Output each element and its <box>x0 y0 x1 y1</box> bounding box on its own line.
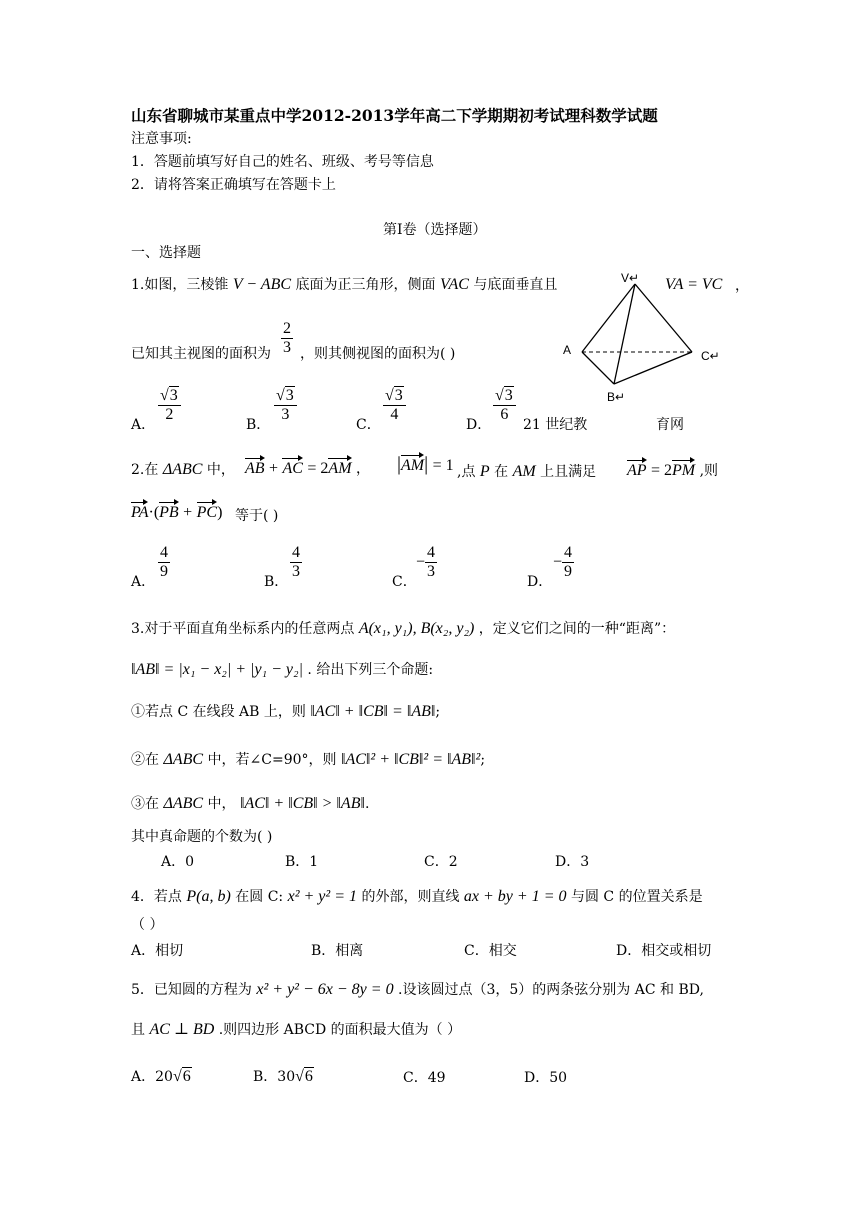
q1-math-equal-edges: VA = VC <box>665 276 723 293</box>
watermark-text-2: 育网 <box>656 417 684 433</box>
question-5-line-1: 5．已知圆的方程为 x² + y² − 6x − 8y = 0 .设该圆过点（3，5）的两条弦分别为 AC 和 BD, <box>131 981 704 998</box>
q2-option-a-value: $\frac{4}{9}$ <box>160 544 168 580</box>
q2-option-b-label: B． <box>264 574 289 590</box>
q1-option-b-label: B． <box>246 417 271 433</box>
label-a: A <box>563 343 572 357</box>
q1-fraction-den: 3 <box>283 339 291 356</box>
q1-option-a-label: A． <box>131 417 156 433</box>
label-v: V↵ <box>621 271 640 285</box>
q5-option-d: D．50 <box>524 1070 568 1086</box>
q2-option-d-value: − $\frac{4}{9}$ <box>553 544 573 580</box>
q1-option-d-value: $\frac{√3}{6}$ <box>493 387 516 424</box>
pyramid-figure <box>555 268 735 408</box>
q1-text: ， <box>735 278 749 294</box>
notice-item-2: 2．请将答案正确填写在答题卡上 <box>131 177 336 193</box>
q3-claim-1: ①若点 C 在线段 AB 上，则 ‖AC‖ + ‖CB‖ = ‖AB‖; <box>131 703 441 720</box>
volume-heading: 第I卷（选择题） <box>383 222 487 238</box>
q2-expression: PA·(PB + PC) <box>131 501 222 521</box>
q1-fraction-num: 2 <box>283 320 291 337</box>
question-3-line-2 <box>131 662 433 678</box>
label-c: C↵ <box>701 349 720 363</box>
notice-label: 注意事项: <box>131 131 192 147</box>
edge-vb <box>614 284 635 384</box>
q3-text: 3.对于平面直角坐标系内的任意两点 <box>131 621 355 637</box>
q2-magnitude: |AM| = 1 <box>397 453 454 475</box>
q4-option-c: C．相交 <box>464 943 517 959</box>
question-3-line-1 <box>131 621 675 637</box>
section-heading: 一、选择题 <box>131 245 201 261</box>
q1-math-pyramid: V − ABC <box>232 276 292 293</box>
question-2-line-1 <box>131 462 235 478</box>
q3-math-points: A(x₁, y₁), B(x₂, y₂) <box>358 620 475 637</box>
q1-option-a-value: $\frac{√3}{2}$ <box>158 387 181 424</box>
edge-bc <box>614 352 692 384</box>
q2-option-a-label: A． <box>131 574 156 590</box>
q3-option-a: A．0 <box>161 854 195 870</box>
q2-vector-equation: AB + AC = 2AM ， <box>245 457 370 477</box>
edge-ab <box>582 352 614 384</box>
q3-option-b: B．1 <box>285 854 319 870</box>
q4-option-d: D．相交或相切 <box>616 943 712 959</box>
q1-math-face: VAC <box>439 276 469 293</box>
q3-question: 其中真命题的个数为( ) <box>131 829 273 845</box>
q2-text-point: ,点 P 在 AM 上且满足 <box>457 463 597 480</box>
q2-option-d-label: D． <box>527 574 553 590</box>
q1-text: 1.如图，三棱锥 <box>131 277 229 293</box>
q3-math-distance: ‖AB‖ = |x₁ − x₂| + |y₁ − y₂| <box>131 661 303 678</box>
question-4-line-1: 4．若点 P(a, b) 在圆 C: x² + y² = 1 的外部，则直线 ax + by + 1 = 0 与圆 C 的位置关系是 <box>131 888 703 905</box>
q2-text: 中， <box>206 462 235 478</box>
q2-ratio: AP = 2PM ,则 <box>627 459 718 479</box>
q1-option-b-value: $\frac{√3}{3}$ <box>274 387 297 424</box>
q4-option-a: A．相切 <box>131 943 184 959</box>
q1-text: ，则其侧视图的面积为( ) <box>300 346 456 362</box>
q4-option-b: B．相离 <box>311 943 364 959</box>
q3-text: . 给出下列三个命题: <box>307 662 434 678</box>
q3-option-c: C．2 <box>424 854 458 870</box>
q4-bracket: （ ） <box>131 917 164 933</box>
q2-math-triangle: ΔABC <box>162 461 203 478</box>
q3-text: ，定义它们之间的一种“距离”： <box>478 621 676 637</box>
q2-option-c-value: − $\frac{4}{3}$ <box>416 544 436 580</box>
question-5-line-2: 且 AC ⊥ BD .则四边形 ABCD 的面积最大值为（ ） <box>131 1021 462 1038</box>
q2-option-c-label: C． <box>392 574 417 590</box>
q1-option-c-label: C． <box>356 417 381 433</box>
edge-va <box>582 284 635 352</box>
q1-text: 底面为正三角形，侧面 <box>295 277 436 293</box>
watermark-text-1: 21 世纪教 <box>523 417 588 433</box>
q1-option-d-label: D． <box>466 417 492 433</box>
q1-option-c-value: $\frac{√3}{4}$ <box>383 387 406 424</box>
q5-option-b: B．30√6 <box>253 1068 313 1085</box>
q3-option-d: D．3 <box>555 854 590 870</box>
q3-claim-2: ②在 ΔABC 中，若∠C=90°，则 ‖AC‖² + ‖CB‖² = ‖AB‖²; <box>131 751 486 768</box>
label-b: B↵ <box>607 390 626 404</box>
q2-text: 等于( ) <box>235 508 279 524</box>
question-1-line-1 <box>131 277 557 293</box>
q5-option-c: C．49 <box>403 1070 446 1086</box>
q5-option-a: A．20√6 <box>131 1068 191 1085</box>
page-title: 山东省聊城市某重点中学2012-2013学年高二下学期期初考试理科数学试题 <box>131 106 658 125</box>
q1-text-line-2: 已知其主视图的面积为 <box>131 346 271 362</box>
q2-option-b-value: $\frac{4}{3}$ <box>292 544 300 580</box>
q2-text: 2.在 <box>131 462 159 478</box>
edge-vc <box>635 284 692 352</box>
q3-claim-3: ③在 ΔABC 中， ‖AC‖ + ‖CB‖ > ‖AB‖. <box>131 795 370 812</box>
q1-fraction <box>281 320 293 357</box>
notice-item-1: 1．答题前填写好自己的姓名、班级、考号等信息 <box>131 154 434 170</box>
q1-text: 与底面垂直且 <box>473 277 558 293</box>
